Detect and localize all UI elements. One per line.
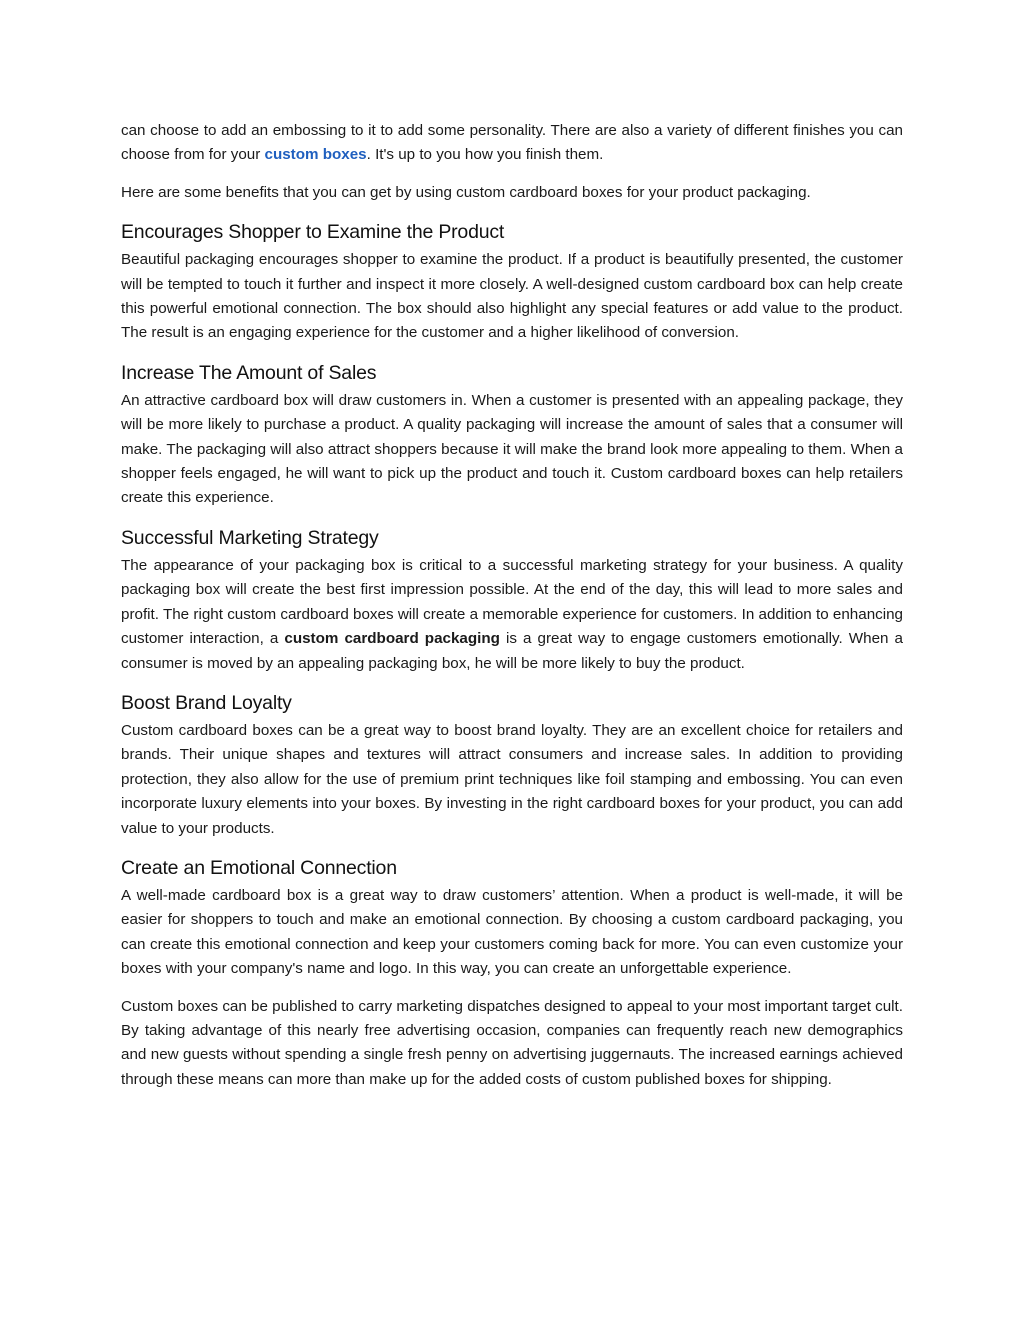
section-heading: Boost Brand Loyalty [121,691,292,714]
section-increase-sales [121,361,903,511]
section-body: A well-made cardboard box is a great way to draw customers’ attention. When a product is well-made, it will be easier for shoppers to touch and make an emotional connection. By choosing a custom cardboard packaging, you can create this emotional connection and keep your customers coming back for more. You can even customize your boxes with your company's name and logo. In this way, you can create an unforgettable experience. [121,886,903,978]
section-marketing-strategy [121,526,903,676]
intro-paragraph [121,119,903,168]
bold-phrase: custom cardboard packaging [284,630,500,648]
section-body [121,554,903,676]
intro-text: can choose to add an embossing to it to add some personality. There are also a variety of different finishes you can choose from for your [121,122,903,164]
section-brand-loyalty [121,691,903,841]
section-heading: Create an Emotional Connection [121,856,397,879]
document-page [121,119,903,1092]
custom-boxes-link[interactable]: custom boxes [264,146,367,164]
section-body-text: The appearance of your packaging box is critical to a successful marketing strategy for your business. A quality packaging box will create the best first impression possible. At the end of the day, this will lead to more sales and profit. The right custom cardboard boxes will create a memorable experience for customers. In addition to enhancing customer interaction, a [121,556,903,648]
section-heading: Encourages Shopper to Examine the Product [121,221,505,244]
intro-text-end: . It's up to you how you finish them. [366,146,604,164]
closing-paragraph: Custom boxes can be published to carry marketing dispatches designed to appeal to your most important target cult. By taking advantage of this nearly free advertising occasion, companies can frequently reach new demographics and new guests without spending a single fresh penny on advertising juggernauts. The increased earnings achieved through these means can more than make up for the added costs of custom published boxes for shipping. [121,997,903,1088]
section-body: An attractive cardboard box will draw customers in. When a customer is presented with an appealing package, they will be more likely to purchase a product. A quality packaging will increase the amount of sales that a consumer will make. The packaging will also attract shoppers because it will make the brand look more appealing to them. When a shopper feels engaged, he will want to pick up the product and touch it. Custom cardboard boxes can help retailers create this experience. [121,391,903,507]
section-encourages-shopper [121,220,903,346]
section-body-text-end: is a great way to engage customers emotionally. When a consumer is moved by an appealing packaging box, he will be more likely to buy the product. [121,630,903,672]
section-heading: Successful Marketing Strategy [121,526,379,549]
benefits-intro-paragraph: Here are some benefits that you can get by using custom cardboard boxes for your product packaging. [121,183,811,201]
section-emotional-connection [121,856,903,982]
section-body: Custom cardboard boxes can be a great way to boost brand loyalty. They are an excellent choice for retailers and brands. Their unique shapes and textures will attract consumers and increase sales. In addition to providing protection, they also allow for the use of premium print techniques like foil stamping and embossing. You can even incorporate luxury elements into your boxes. By investing in the right cardboard boxes for your product, you can add value to your products. [121,721,903,837]
section-body: Beautiful packaging encourages shopper to examine the product. If a product is beautifully presented, the customer will be tempted to touch it further and inspect it more closely. A well-designed custom cardboard box can help create this powerful emotional connection. The box should also highlight any special features or add value to the product. The result is an engaging experience for the customer and a higher likelihood of conversion. [121,251,903,342]
section-heading: Increase The Amount of Sales [121,361,377,384]
